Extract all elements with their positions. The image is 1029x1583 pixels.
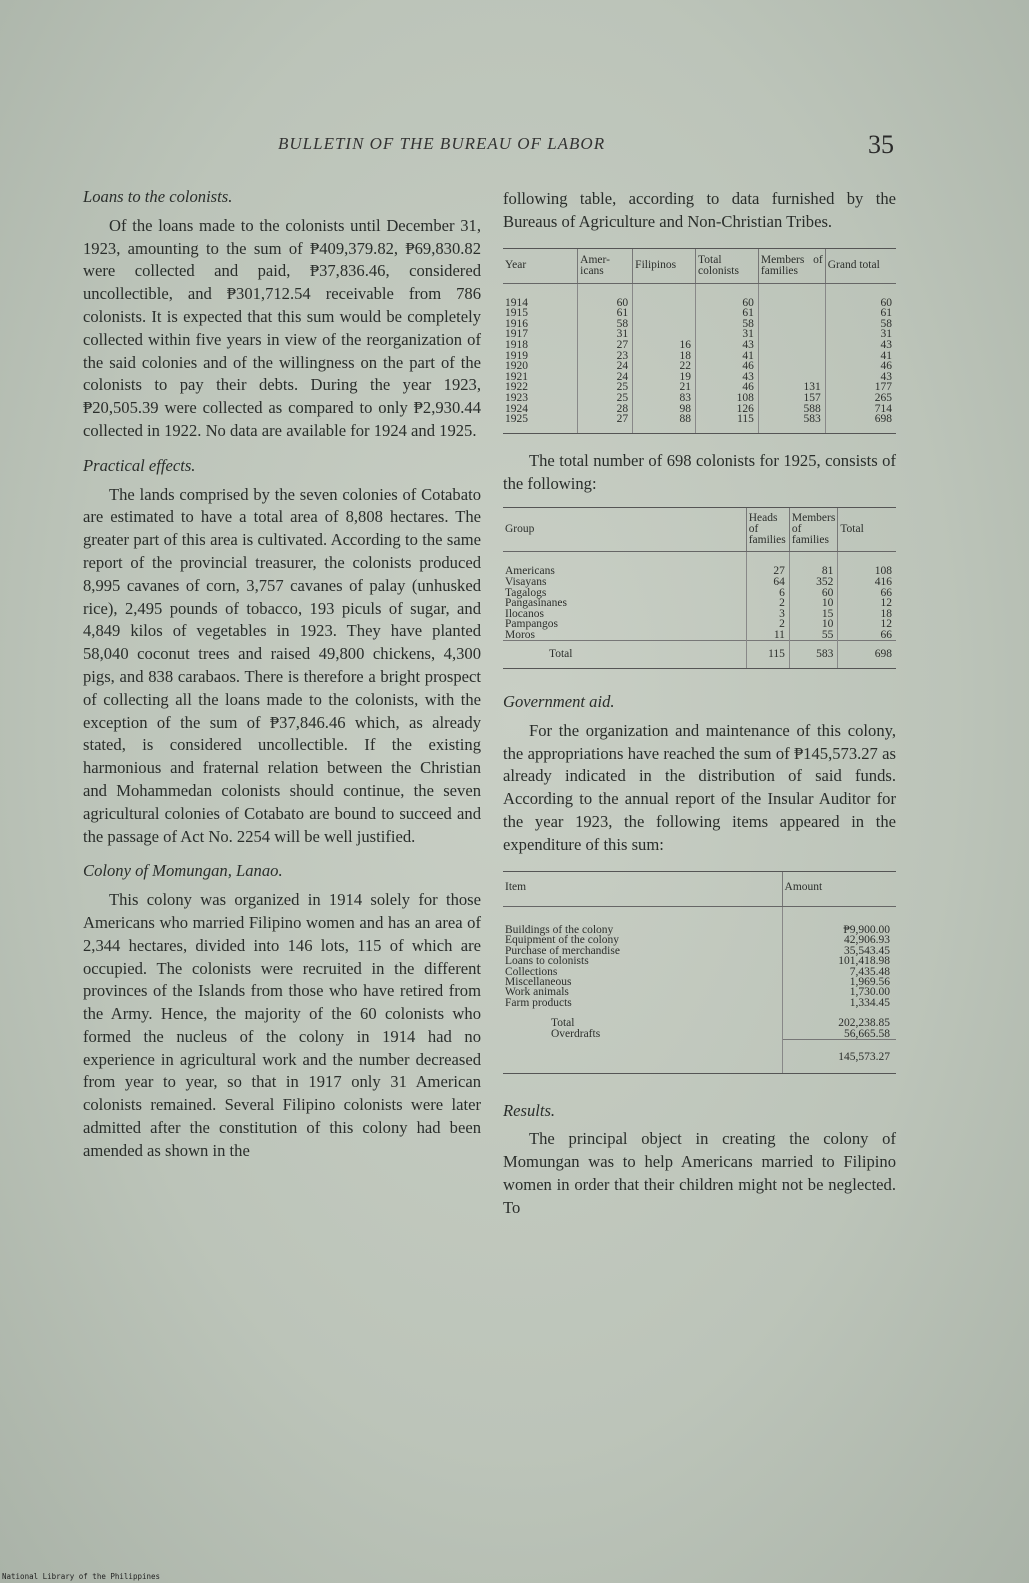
paragraph-colony: This colony was organized in 1914 solely for those Americans who married Filipino women and has an area of 2,344 hectares, divided into 146 lots, 115 of which are occupied. The colonists were recruited in the different provinces of the Islands from those who have retired from the Army. Hence, the majority of the 60 colonists who formed the nucleus of the colony in 1914 had no experience in agricultural work and the number decreased from year to year, so that in 1917 only 31 American colonists remained. Several Filipino colonists were later admitted after the constitution of this colony had been amended as shown in the (83, 890, 481, 1160)
section-heading-loans: Loans to the colonists. (83, 187, 233, 206)
paragraph-effects: The lands comprised by the seven colonies of Cotabato are estimated to have a total area of 8,808 hectares. The greater part of this area is cultivated. According to the same report of the provincial treasurer, the colonists produced 8,995 cavanes of corn, 3,757 cavanes of palay (unhusked rice), 2,495 pounds of tobacco, 193 piculs of sugar, and 4,849 kilos of vegetables in 1923. They have planted 58,040 coconut trees and raised 49,800 chickens, 4,300 pigs, and 838 carabaos. There is therefore a bright prospect of collecting all the loans made to the colonists, with the exception of the sum of ₱37,846.46 which, as already stated, is considered uncollectible. If the existing harmonious and fraternal relation between the Christian and Mohammedan colonists should continue, the seven agricultural colonies of Cotabato are bound to succeed and the passage of Act No. 2254 will be well justified. (83, 484, 481, 846)
table-row: 1918 27 16 43 43 (503, 340, 896, 351)
col-header-americans: Amer-icans (578, 249, 633, 284)
col-header-total-colonists: Total colonists (696, 249, 759, 284)
col-header-members: Members of families (758, 249, 825, 284)
section-heading-aid: Government aid. (503, 692, 615, 712)
table-row: 1916 58 58 58 (503, 319, 896, 330)
table-row: 1920 24 22 46 46 (503, 361, 896, 372)
section-heading-results: Results. (503, 1100, 556, 1120)
colonists-by-year-table (503, 248, 896, 434)
table-overdrafts-row: Overdrafts 56,665.58 (503, 1029, 896, 1040)
col-header-year: Year (503, 249, 578, 284)
paragraph-total-colonists: The total number of 698 colonists for 1925, consists of the following: (503, 450, 896, 493)
colonists-by-group-table (503, 507, 896, 669)
table-row: 1917 31 31 31 (503, 329, 896, 340)
table-row: Pangasinanes 2 10 12 (503, 598, 896, 609)
table-row: 1921 24 19 43 43 (503, 372, 896, 383)
expenditure-table (503, 871, 896, 1074)
table-grand-total-row: 145,573.27 (503, 1040, 896, 1073)
table-row: 1924 28 98 126 588 714 (503, 404, 896, 415)
table-row: Loans to colonists 101,418.98 (503, 956, 896, 966)
table-total-row: Total 115 583 698 (503, 641, 896, 668)
table-row: Pampangos 2 10 12 (503, 619, 896, 630)
left-column (83, 186, 481, 1163)
col-header-members: Members of families (789, 508, 837, 552)
right-column (503, 188, 896, 1220)
table-row: 1923 25 83 108 157 265 (503, 393, 896, 404)
table-row: Visayans 64 352 416 (503, 577, 896, 588)
paragraph-results: The principal object in creating the colony of Momungan was to help Americans married to Filipino women in order that their children might not be neglected. To (503, 1129, 896, 1217)
col-header-total: Total (838, 508, 896, 552)
section-heading-effects: Practical effects. (83, 455, 196, 475)
table-row: Work animals 1,730.00 (503, 987, 896, 997)
table-total-row: Total 202,238.85 (503, 1008, 896, 1028)
table-row: 1925 27 88 115 583 698 (503, 414, 896, 433)
section-heading-colony: Colony of Momungan, Lanao. (83, 861, 283, 881)
table-row: Equipment of the colony 42,906.93 (503, 935, 896, 945)
table-row: 1922 25 21 46 131 177 (503, 382, 896, 393)
paragraph-loans: Of the loans made to the colonists until December 31, 1923, amounting to the sum of ₱409,379.82, ₱69,830.82 were collected and paid, ₱37,836.46, considered uncollectible, and ₱301,712.54 receivable from 786 colonists. It is expected that this sum would be completely collected within five years in view of the reorganization of the said colonies and of the willingness on the part of the colonists to pay their debts. During the year 1923, ₱20,505.39 were collected as compared to only ₱2,930.44 collected in 1922. No data are available for 1924 and 1925. (83, 215, 481, 440)
running-head: BULLETIN OF THE BUREAU OF LABOR (278, 134, 606, 153)
table-row: Americans 27 81 108 (503, 552, 896, 577)
col-header-amount: Amount (782, 872, 896, 907)
table-row: 1919 23 18 41 41 (503, 351, 896, 362)
col-header-heads: Heads of families (746, 508, 789, 552)
table-row: Tagalogs 6 60 66 (503, 588, 896, 599)
table-row: 1914 60 60 60 (503, 283, 896, 308)
table-row: 1915 61 61 61 (503, 308, 896, 319)
col-header-group: Group (503, 508, 746, 552)
table-row: Buildings of the colony ₱9,900.00 (503, 907, 896, 936)
table-row: Ilocanos 3 15 18 (503, 609, 896, 620)
table-row: Miscellaneous 1,969.56 (503, 977, 896, 987)
table-row: Farm products 1,334.45 (503, 998, 896, 1008)
col-header-filipinos: Filipinos (633, 249, 696, 284)
table-row: Collections 7,435.48 (503, 967, 896, 977)
col-header-item: Item (503, 872, 782, 907)
col-header-grand-total: Grand total (825, 249, 896, 284)
table-row: Purchase of merchandise 35,543.45 (503, 946, 896, 956)
page-number: 35 (868, 130, 894, 159)
footer-credit: National Library of the Philippines (2, 1572, 161, 1581)
paragraph-intro: following table, according to data furnished by the Bureaus of Agriculture and Non-Christian Tribes. (503, 189, 896, 231)
table-row: Moros 11 55 66 (503, 630, 896, 641)
paragraph-aid: For the organization and maintenance of this colony, the appropriations have reached the sum of ₱145,573.27 as already indicated in the distribution of said funds. According to the annual report of the Insular Auditor for the year 1923, the following items appeared in the expenditure of this sum: (503, 720, 896, 854)
